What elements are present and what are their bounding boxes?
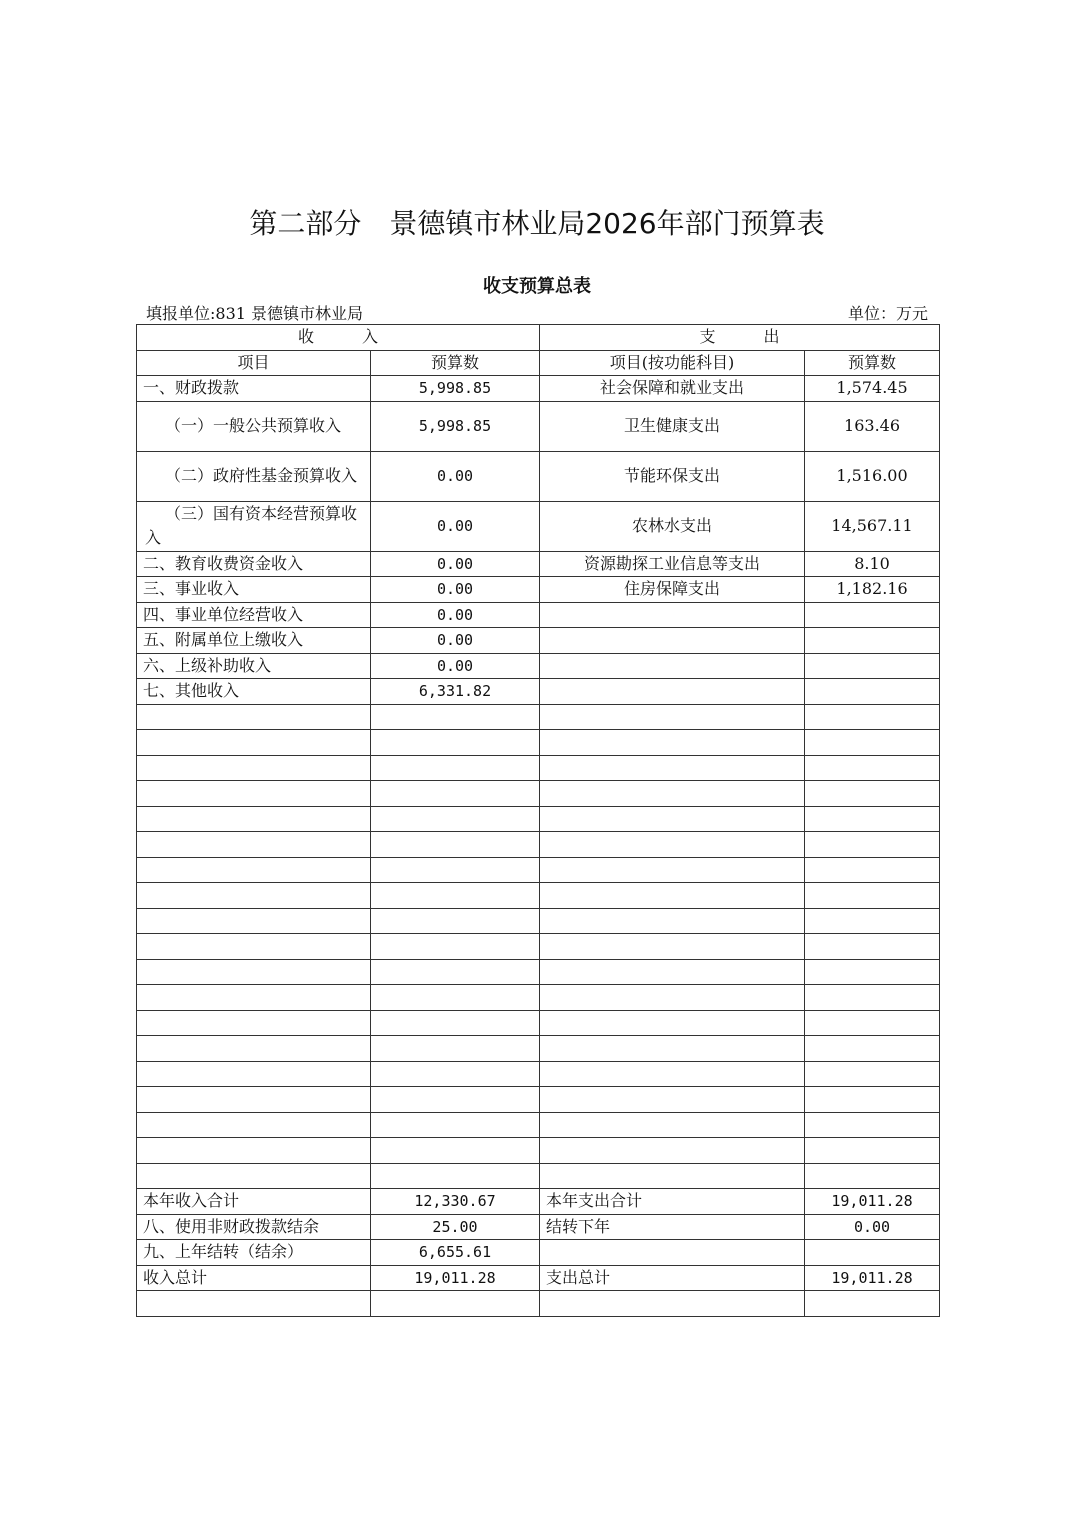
empty-cell [371,704,540,730]
empty-row [137,704,940,730]
empty-cell [805,1112,940,1138]
expense-item: 支出总计 [540,1265,805,1291]
income-item: （三）国有资本经营预算收入 [137,501,371,551]
empty-cell [805,934,940,960]
empty-cell [371,1036,540,1062]
empty-cell [805,755,940,781]
empty-cell [137,832,371,858]
empty-cell [805,959,940,985]
empty-cell [805,985,940,1011]
empty-cell [540,1163,805,1189]
expense-item: 结转下年 [540,1214,805,1240]
empty-cell [371,730,540,756]
expense-amount: 14,567.11 [805,501,940,551]
expense-item: 卫生健康支出 [540,401,805,451]
income-item: 五、附属单位上缴收入 [137,628,371,654]
empty-cell [540,908,805,934]
totals-row [137,1189,940,1215]
empty-cell [137,730,371,756]
expense-amount: 163.46 [805,401,940,451]
empty-cell [540,857,805,883]
empty-row [137,883,940,909]
expense-item [540,679,805,705]
empty-row [137,985,940,1011]
expense-section-header: 支 出 [540,325,940,351]
income-amount: 0.00 [371,551,540,577]
income-section-header: 收 入 [137,325,540,351]
totals-row [137,1265,940,1291]
totals-row [137,1240,940,1266]
expense-amount: 1,574.45 [805,376,940,402]
income-item: 三、事业收入 [137,577,371,603]
empty-cell [371,1061,540,1087]
empty-cell [371,832,540,858]
empty-cell [805,1138,940,1164]
income-amount: 0.00 [371,501,540,551]
income-amount [371,1291,540,1317]
income-item: 九、上年结转（结余） [137,1240,371,1266]
income-amount: 0.00 [371,451,540,501]
empty-cell [371,985,540,1011]
reporting-unit: 填报单位:831 景德镇市林业局 [146,304,364,323]
empty-cell [540,985,805,1011]
empty-cell [805,730,940,756]
expense-item: 节能环保支出 [540,451,805,501]
expense-amount [805,628,940,654]
expense-item: 住房保障支出 [540,577,805,603]
expense-amount [805,602,940,628]
empty-row [137,1036,940,1062]
table-row [137,376,940,402]
empty-cell [371,781,540,807]
empty-row [137,1061,940,1087]
expense-item: 本年支出合计 [540,1189,805,1215]
empty-cell [540,781,805,807]
income-item: 二、教育收费资金收入 [137,551,371,577]
income-item: 八、使用非财政拨款结余 [137,1214,371,1240]
empty-cell [137,1112,371,1138]
income-amount: 0.00 [371,577,540,603]
empty-cell [540,1112,805,1138]
table-row [137,501,940,551]
empty-row [137,1087,940,1113]
expense-item: 资源勘探工业信息等支出 [540,551,805,577]
empty-cell [371,959,540,985]
empty-row [137,1138,940,1164]
expense-amount [805,1291,940,1317]
empty-cell [137,1036,371,1062]
income-amount: 25.00 [371,1214,540,1240]
empty-cell [371,806,540,832]
empty-cell [371,883,540,909]
empty-cell [540,934,805,960]
empty-cell [137,781,371,807]
empty-cell [805,806,940,832]
empty-row [137,934,940,960]
table-row [137,602,940,628]
expense-item [540,628,805,654]
income-item: 一、财政拨款 [137,376,371,402]
empty-cell [540,832,805,858]
income-item: 本年收入合计 [137,1189,371,1215]
table-title: 收支预算总表 [483,276,591,297]
expense-amount [805,653,940,679]
empty-cell [137,755,371,781]
table-row [137,577,940,603]
expense-amount: 1,516.00 [805,451,940,501]
empty-cell [805,908,940,934]
expense-amount: 0.00 [805,1214,940,1240]
empty-cell [371,908,540,934]
empty-cell [805,704,940,730]
empty-row [137,1010,940,1036]
empty-cell [371,1163,540,1189]
table-row [137,551,940,577]
income-amount: 12,330.67 [371,1189,540,1215]
empty-cell [805,883,940,909]
income-item: 四、事业单位经营收入 [137,602,371,628]
section-header-row [137,325,940,351]
income-amount: 0.00 [371,628,540,654]
expense-item-header: 项目(按功能科目) [540,350,805,376]
empty-cell [137,934,371,960]
expense-amount [805,679,940,705]
expense-item [540,1240,805,1266]
empty-row [137,755,940,781]
empty-cell [137,985,371,1011]
income-amount: 6,655.61 [371,1240,540,1266]
empty-cell [540,704,805,730]
table-row [137,653,940,679]
income-amount-header: 预算数 [371,350,540,376]
empty-row [137,959,940,985]
empty-cell [137,908,371,934]
income-item: （一）一般公共预算收入 [137,401,371,451]
income-item: 七、其他收入 [137,679,371,705]
income-amount: 6,331.82 [371,679,540,705]
empty-cell [540,1087,805,1113]
table-row [137,628,940,654]
totals-row [137,1214,940,1240]
empty-cell [540,883,805,909]
empty-cell [805,1087,940,1113]
empty-cell [371,934,540,960]
income-item-header: 项目 [137,350,371,376]
table-row [137,679,940,705]
empty-row [137,832,940,858]
empty-cell [371,1138,540,1164]
empty-cell [805,857,940,883]
income-item: （二）政府性基金预算收入 [137,451,371,501]
empty-row [137,806,940,832]
empty-cell [371,857,540,883]
income-item: 六、上级补助收入 [137,653,371,679]
empty-cell [137,883,371,909]
empty-cell [540,806,805,832]
empty-row [137,908,940,934]
empty-cell [371,755,540,781]
empty-cell [137,1010,371,1036]
empty-cell [540,730,805,756]
currency-unit: 单位：万元 [847,304,928,323]
empty-cell [137,1163,371,1189]
income-item [137,1291,371,1317]
expense-item [540,602,805,628]
empty-row [137,730,940,756]
expense-amount: 1,182.16 [805,577,940,603]
income-amount: 5,998.85 [371,376,540,402]
empty-cell [137,1087,371,1113]
empty-cell [540,1010,805,1036]
empty-cell [371,1112,540,1138]
budget-summary-table [136,324,940,1317]
expense-item [540,653,805,679]
expense-item: 农林水支出 [540,501,805,551]
empty-row [137,781,940,807]
empty-cell [540,1061,805,1087]
empty-cell [137,857,371,883]
empty-cell [805,781,940,807]
expense-amount: 8.10 [805,551,940,577]
expense-amount: 19,011.28 [805,1189,940,1215]
expense-item: 社会保障和就业支出 [540,376,805,402]
table-row [137,451,940,501]
totals-row [137,1291,940,1317]
empty-cell [137,959,371,985]
table-row [137,401,940,451]
income-amount: 0.00 [371,653,540,679]
empty-cell [137,806,371,832]
empty-cell [805,1036,940,1062]
expense-item [540,1291,805,1317]
empty-cell [805,832,940,858]
empty-cell [540,755,805,781]
expense-amount [805,1240,940,1266]
income-item: 收入总计 [137,1265,371,1291]
empty-cell [540,1138,805,1164]
income-amount: 19,011.28 [371,1265,540,1291]
column-header-row [137,350,940,376]
income-amount: 5,998.85 [371,401,540,451]
income-amount: 0.00 [371,602,540,628]
expense-amount-header: 预算数 [805,350,940,376]
page-title: 第二部分 景德镇市林业局2026年部门预算表 [249,207,825,240]
empty-row [137,1163,940,1189]
empty-cell [137,1061,371,1087]
empty-cell [371,1087,540,1113]
empty-cell [137,1138,371,1164]
empty-cell [805,1061,940,1087]
empty-cell [371,1010,540,1036]
empty-cell [540,959,805,985]
expense-amount: 19,011.28 [805,1265,940,1291]
empty-row [137,1112,940,1138]
empty-cell [805,1010,940,1036]
empty-cell [540,1036,805,1062]
empty-row [137,857,940,883]
empty-cell [137,704,371,730]
empty-cell [805,1163,940,1189]
